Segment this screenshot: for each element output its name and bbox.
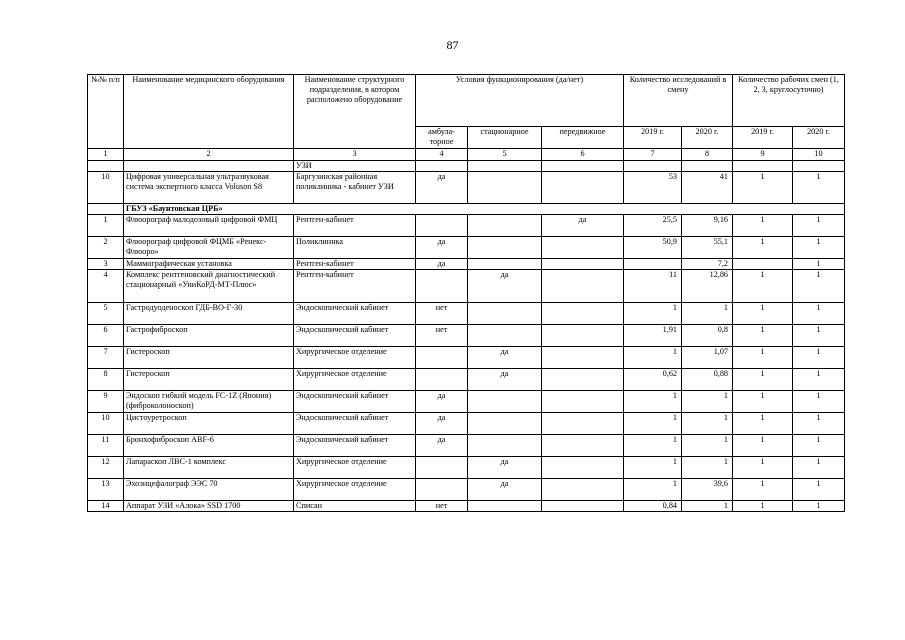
header-stationary: стационарное bbox=[468, 127, 542, 149]
stationary-flag bbox=[468, 215, 542, 237]
ambulatory-flag: да bbox=[416, 413, 468, 435]
equipment-name: Гистероскоп bbox=[124, 369, 294, 391]
column-number: 5 bbox=[468, 149, 542, 161]
equipment-name: Гастрофиброскоп bbox=[124, 325, 294, 347]
stationary-flag bbox=[468, 303, 542, 325]
shifts-2019: 1 bbox=[733, 435, 793, 457]
header-studies-2020: 2020 г. bbox=[682, 127, 733, 149]
header-shifts-2019: 2019 г. bbox=[733, 127, 793, 149]
stationary-flag bbox=[468, 435, 542, 457]
ambulatory-flag: да bbox=[416, 172, 468, 204]
shifts-2019: 1 bbox=[733, 501, 793, 512]
studies-2019: 1 bbox=[624, 457, 682, 479]
studies-2019: 1 bbox=[624, 391, 682, 413]
table-row bbox=[88, 259, 845, 270]
column-number: 8 bbox=[682, 149, 733, 161]
empty-cell bbox=[88, 204, 124, 215]
stationary-flag bbox=[468, 237, 542, 259]
row-number: 12 bbox=[88, 457, 124, 479]
row-number: 10 bbox=[88, 172, 124, 204]
department-name: Рентген-кабинет bbox=[294, 215, 416, 237]
ambulatory-flag bbox=[416, 347, 468, 369]
studies-2020: 41 bbox=[682, 172, 733, 204]
table-row bbox=[88, 172, 845, 204]
ambulatory-flag: да bbox=[416, 391, 468, 413]
column-number: 4 bbox=[416, 149, 468, 161]
shifts-2019: 1 bbox=[733, 347, 793, 369]
mobile-flag bbox=[542, 501, 624, 512]
shifts-2020: 1 bbox=[793, 457, 845, 479]
studies-2019: 0,62 bbox=[624, 369, 682, 391]
stationary-flag: да bbox=[468, 347, 542, 369]
shifts-2020: 1 bbox=[793, 413, 845, 435]
studies-2019 bbox=[624, 259, 682, 270]
studies-2019: 50,9 bbox=[624, 237, 682, 259]
studies-2020: 1 bbox=[682, 457, 733, 479]
ambulatory-flag: да bbox=[416, 435, 468, 457]
equipment-name: Бронхофиброскоп ABF-6 bbox=[124, 435, 294, 457]
studies-2020 bbox=[682, 161, 733, 172]
shifts-2020: 1 bbox=[793, 172, 845, 204]
row-number: 4 bbox=[88, 270, 124, 303]
shifts-2020: 1 bbox=[793, 215, 845, 237]
studies-2019: 1 bbox=[624, 413, 682, 435]
table-row bbox=[88, 270, 845, 303]
studies-2019: 1 bbox=[624, 435, 682, 457]
department-name: Рентген-кабинет bbox=[294, 270, 416, 303]
shifts-2019: 1 bbox=[733, 457, 793, 479]
studies-2020: 1 bbox=[682, 391, 733, 413]
equipment-name: Эндоскоп гибкий модель FC-1Z (Япония) (фиброколоноскоп) bbox=[124, 391, 294, 413]
equipment-name: Гистероскоп bbox=[124, 347, 294, 369]
mobile-flag bbox=[542, 435, 624, 457]
mobile-flag bbox=[542, 161, 624, 172]
row-number: 2 bbox=[88, 237, 124, 259]
table-row bbox=[88, 347, 845, 369]
column-number: 9 bbox=[733, 149, 793, 161]
studies-2020: 1 bbox=[682, 501, 733, 512]
row-number: 1 bbox=[88, 215, 124, 237]
stationary-flag bbox=[468, 391, 542, 413]
row-number: 10 bbox=[88, 413, 124, 435]
equipment-name: Флюорограф цифровой ФЦМБ «Ренекс-Флюоро» bbox=[124, 237, 294, 259]
department-name: Хирургическое отделение bbox=[294, 457, 416, 479]
studies-2020: 7,2 bbox=[682, 259, 733, 270]
stationary-flag: да bbox=[468, 270, 542, 303]
studies-2020: 1 bbox=[682, 303, 733, 325]
department-name: Хирургическое отделение bbox=[294, 369, 416, 391]
shifts-2019: 1 bbox=[733, 391, 793, 413]
ambulatory-flag bbox=[416, 457, 468, 479]
organization-row bbox=[88, 204, 845, 215]
shifts-2019: 1 bbox=[733, 479, 793, 501]
row-number: 5 bbox=[88, 303, 124, 325]
department-name: Эндоскопический кабинет bbox=[294, 325, 416, 347]
ambulatory-flag: да bbox=[416, 237, 468, 259]
department-name: Эндоскопический кабинет bbox=[294, 391, 416, 413]
header-shifts: Количество рабочих смен (1, 2, 3, круглосуточно) bbox=[733, 75, 845, 127]
column-numbers-row bbox=[88, 149, 845, 161]
department-name: Эндоскопический кабинет bbox=[294, 413, 416, 435]
studies-2019: 1 bbox=[624, 347, 682, 369]
mobile-flag bbox=[542, 347, 624, 369]
column-number: 7 bbox=[624, 149, 682, 161]
department-name: Поликлиника bbox=[294, 237, 416, 259]
shifts-2020: 1 bbox=[793, 325, 845, 347]
shifts-2020 bbox=[793, 161, 845, 172]
equipment-name: Комплекс рентгеновский диагностический стационарный «УниКоРД-МТ-Плюс» bbox=[124, 270, 294, 303]
row-number bbox=[88, 161, 124, 172]
mobile-flag bbox=[542, 457, 624, 479]
equipment-name: Эхоэнцефалограф ЭЭС 70 bbox=[124, 479, 294, 501]
shifts-2020: 1 bbox=[793, 237, 845, 259]
studies-2019: 25,5 bbox=[624, 215, 682, 237]
mobile-flag bbox=[542, 259, 624, 270]
shifts-2019: 1 bbox=[733, 369, 793, 391]
table-row bbox=[88, 237, 845, 259]
mobile-flag: да bbox=[542, 215, 624, 237]
shifts-2019: 1 bbox=[733, 172, 793, 204]
shifts-2019: 1 bbox=[733, 270, 793, 303]
studies-2019: 1 bbox=[624, 303, 682, 325]
department-name: Рентген-кабинет bbox=[294, 259, 416, 270]
stationary-flag bbox=[468, 501, 542, 512]
studies-2019: 0,84 bbox=[624, 501, 682, 512]
equipment-name bbox=[124, 161, 294, 172]
table-row bbox=[88, 501, 845, 512]
studies-2019: 53 bbox=[624, 172, 682, 204]
ambulatory-flag: нет bbox=[416, 325, 468, 347]
stationary-flag: да bbox=[468, 479, 542, 501]
row-number: 7 bbox=[88, 347, 124, 369]
ambulatory-flag: нет bbox=[416, 303, 468, 325]
shifts-2020: 1 bbox=[793, 501, 845, 512]
column-number: 1 bbox=[88, 149, 124, 161]
header-studies: Количество исследований в смену bbox=[624, 75, 733, 127]
header-ambulatory: амбула-торное bbox=[416, 127, 468, 149]
shifts-2019: 1 bbox=[733, 325, 793, 347]
department-name: Списан bbox=[294, 501, 416, 512]
equipment-name: Маммографическая установка bbox=[124, 259, 294, 270]
header-studies-2019: 2019 г. bbox=[624, 127, 682, 149]
equipment-table bbox=[87, 74, 845, 512]
organization-title: ГБУЗ «Баунтовская ЦРБ» bbox=[124, 204, 845, 215]
ambulatory-flag bbox=[416, 215, 468, 237]
shifts-2020: 1 bbox=[793, 270, 845, 303]
table-row bbox=[88, 215, 845, 237]
equipment-name: Лапараскоп ЛВС-1 комплекс bbox=[124, 457, 294, 479]
column-number: 10 bbox=[793, 149, 845, 161]
department-name: Хирургическое отделение bbox=[294, 347, 416, 369]
column-number: 2 bbox=[124, 149, 294, 161]
ambulatory-flag bbox=[416, 369, 468, 391]
mobile-flag bbox=[542, 413, 624, 435]
stationary-flag bbox=[468, 413, 542, 435]
mobile-flag bbox=[542, 369, 624, 391]
shifts-2020: 1 bbox=[793, 259, 845, 270]
mobile-flag bbox=[542, 237, 624, 259]
page-number: 87 bbox=[446, 38, 459, 52]
equipment-name: Гастродуоденоскоп ГДБ-ВО-Г-30 bbox=[124, 303, 294, 325]
studies-2020: 12,86 bbox=[682, 270, 733, 303]
shifts-2020: 1 bbox=[793, 391, 845, 413]
header-mobile: передвижное bbox=[542, 127, 624, 149]
row-number: 3 bbox=[88, 259, 124, 270]
shifts-2019: 1 bbox=[733, 215, 793, 237]
mobile-flag bbox=[542, 172, 624, 204]
studies-2020: 9,16 bbox=[682, 215, 733, 237]
header-shifts-2020: 2020 г. bbox=[793, 127, 845, 149]
stationary-flag: да bbox=[468, 457, 542, 479]
row-number: 8 bbox=[88, 369, 124, 391]
studies-2020: 39,6 bbox=[682, 479, 733, 501]
row-number: 14 bbox=[88, 501, 124, 512]
shifts-2020: 1 bbox=[793, 369, 845, 391]
department-name: Баргузинская районная поликлиника - кабинет УЗИ bbox=[294, 172, 416, 204]
row-number: 13 bbox=[88, 479, 124, 501]
stationary-flag bbox=[468, 325, 542, 347]
header-num: №№ п/п bbox=[88, 75, 124, 149]
studies-2020: 1,07 bbox=[682, 347, 733, 369]
studies-2019: 11 bbox=[624, 270, 682, 303]
shifts-2020: 1 bbox=[793, 347, 845, 369]
mobile-flag bbox=[542, 479, 624, 501]
header-department: Наименование структурного подразделения, в котором расположено оборудование bbox=[294, 75, 416, 149]
ambulatory-flag bbox=[416, 479, 468, 501]
department-name: Хирургическое отделение bbox=[294, 479, 416, 501]
mobile-flag bbox=[542, 303, 624, 325]
table-row bbox=[88, 391, 845, 413]
studies-2019: 1 bbox=[624, 479, 682, 501]
studies-2020: 1 bbox=[682, 435, 733, 457]
shifts-2019 bbox=[733, 161, 793, 172]
studies-2020: 1 bbox=[682, 413, 733, 435]
table-row bbox=[88, 369, 845, 391]
shifts-2020: 1 bbox=[793, 303, 845, 325]
table-body bbox=[88, 149, 845, 512]
studies-2020: 0,8 bbox=[682, 325, 733, 347]
table-row bbox=[88, 413, 845, 435]
column-number: 6 bbox=[542, 149, 624, 161]
department-name: Эндоскопический кабинет bbox=[294, 435, 416, 457]
mobile-flag bbox=[542, 270, 624, 303]
header-equipment: Наименование медицинского оборудования bbox=[124, 75, 294, 149]
ambulatory-flag bbox=[416, 161, 468, 172]
shifts-2019: 1 bbox=[733, 413, 793, 435]
row-number: 11 bbox=[88, 435, 124, 457]
studies-2019 bbox=[624, 161, 682, 172]
table-row bbox=[88, 303, 845, 325]
table-row bbox=[88, 161, 845, 172]
table-row bbox=[88, 479, 845, 501]
shifts-2019 bbox=[733, 259, 793, 270]
equipment-name: Флюорограф малодозовый цифровой ФМЦ bbox=[124, 215, 294, 237]
shifts-2019: 1 bbox=[733, 303, 793, 325]
shifts-2019: 1 bbox=[733, 237, 793, 259]
mobile-flag bbox=[542, 325, 624, 347]
stationary-flag bbox=[468, 161, 542, 172]
table-row bbox=[88, 435, 845, 457]
stationary-flag: да bbox=[468, 369, 542, 391]
equipment-name: Аппарат УЗИ «Алока» SSD 1700 bbox=[124, 501, 294, 512]
equipment-name: Цифровая универсальная ультразвуковая система экспертного класса Voluson S8 bbox=[124, 172, 294, 204]
department-name: УЗИ bbox=[294, 161, 416, 172]
ambulatory-flag bbox=[416, 270, 468, 303]
studies-2019: 1,91 bbox=[624, 325, 682, 347]
table-row bbox=[88, 457, 845, 479]
stationary-flag bbox=[468, 172, 542, 204]
equipment-name: Цистоуретроскоп bbox=[124, 413, 294, 435]
shifts-2020: 1 bbox=[793, 479, 845, 501]
column-number: 3 bbox=[294, 149, 416, 161]
row-number: 6 bbox=[88, 325, 124, 347]
stationary-flag bbox=[468, 259, 542, 270]
header-conditions: Условия функционирования (да/нет) bbox=[416, 75, 624, 127]
ambulatory-flag: да bbox=[416, 259, 468, 270]
shifts-2020: 1 bbox=[793, 435, 845, 457]
row-number: 9 bbox=[88, 391, 124, 413]
studies-2020: 55,1 bbox=[682, 237, 733, 259]
department-name: Эндоскопический кабинет bbox=[294, 303, 416, 325]
mobile-flag bbox=[542, 391, 624, 413]
ambulatory-flag: нет bbox=[416, 501, 468, 512]
studies-2020: 0,88 bbox=[682, 369, 733, 391]
table-row bbox=[88, 325, 845, 347]
